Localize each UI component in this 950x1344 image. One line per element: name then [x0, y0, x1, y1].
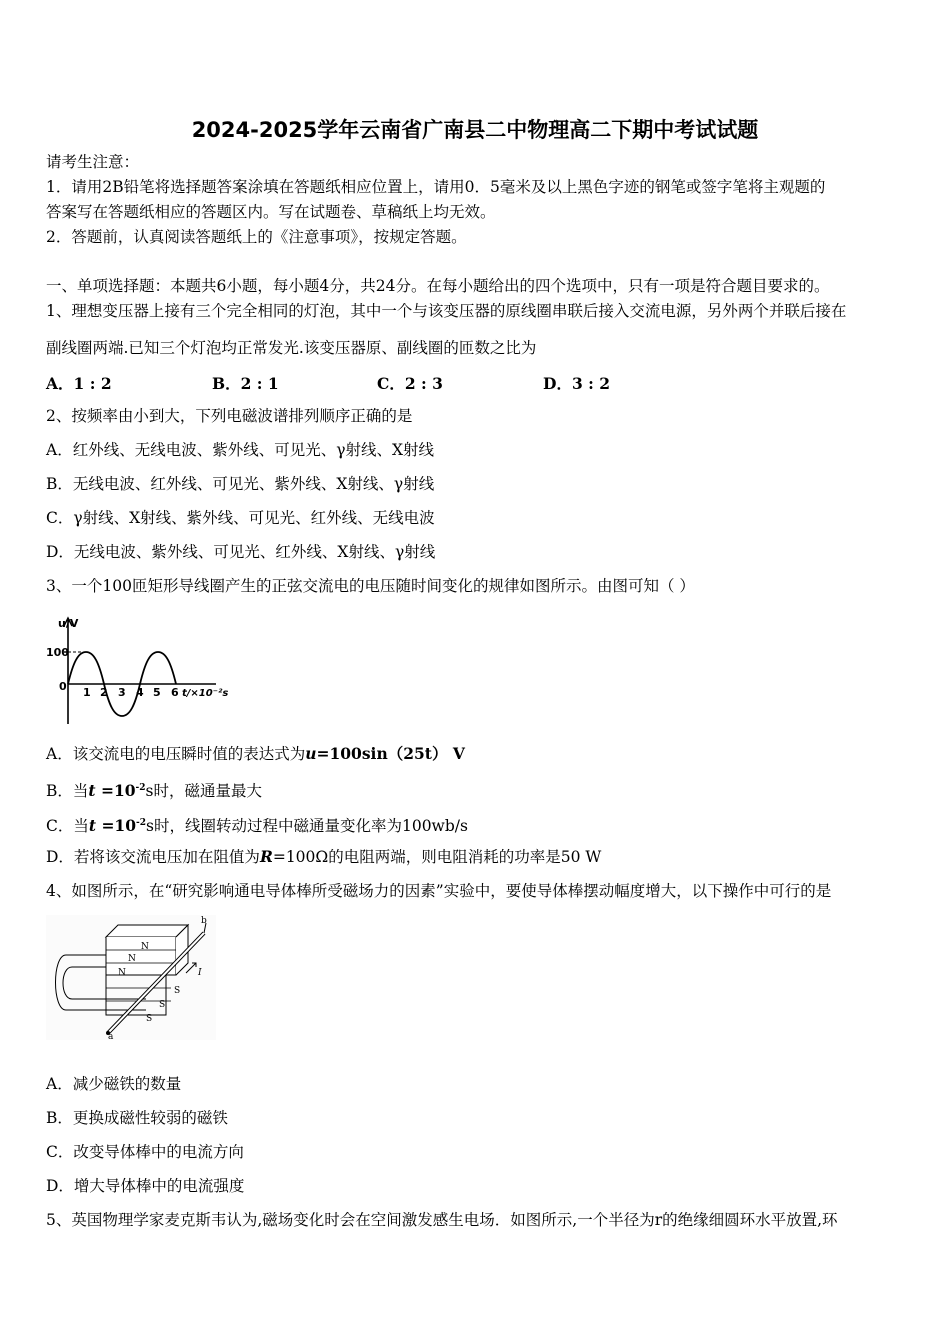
graph-y-label: u/V: [58, 617, 79, 630]
fig-label-n-1: N: [141, 942, 149, 952]
q4-magnet-figure: [46, 915, 216, 1040]
graph-tick-6: 6: [171, 686, 179, 699]
graph-tick-2: 2: [100, 686, 108, 699]
q4-option-c: C．改变导体棒中的电流方向: [46, 1143, 244, 1161]
notice-item-2: 2．答题前，认真阅读答题纸上的《注意事项》，按规定答题。: [46, 228, 467, 246]
q1-option-c: C．2 : 3: [377, 374, 443, 393]
q3-option-b: B．当$t =10^{-2}s$时，磁通量最大: [46, 781, 262, 800]
q2-option-b: B．无线电波、红外线、可见光、紫外线、X射线、γ射线: [46, 475, 435, 493]
fig-label-s-1: S: [174, 986, 181, 996]
q1-option-d: D．3 : 2: [543, 374, 611, 393]
q1-stem-line-2: 副线圈两端.已知三个灯泡均正常发光.该变压器原、副线圈的匝数之比为: [46, 339, 537, 357]
page-title: 2024-2025学年云南省广南县二中物理高二下期中考试试题: [191, 118, 759, 142]
fig-label-s-3: S: [146, 1014, 153, 1024]
q2-stem: 2、按频率由小到大，下列电磁波谱排列顺序正确的是: [46, 407, 413, 425]
q5-stem-line-1: 5、英国物理学家麦克斯韦认为,磁场变化时会在空间激发感生电场．如图所示,一个半径为r的绝缘细圆环水平放置,环: [46, 1211, 838, 1229]
graph-tick-3: 3: [118, 686, 126, 699]
q2-option-c: C．γ射线、X射线、紫外线、可见光、红外线、无线电波: [46, 509, 435, 527]
graph-tick-5: 5: [153, 686, 161, 699]
q1-option-b: B．2 : 1: [212, 374, 279, 393]
q4-stem: 4、如图所示，在“研究影响通电导体棒所受磁场力的因素”实验中，要使导体棒摆动幅度增大，以下操作中可行的是: [46, 882, 832, 900]
q3-option-a: A．该交流电的电压瞬时值的表达式为u=100sin（25t） V: [46, 744, 465, 763]
fig-label-b: b: [201, 916, 207, 926]
q2-option-a: A．红外线、无线电波、紫外线、可见光、γ射线、X射线: [46, 441, 434, 459]
q1-option-a: A．1 : 2: [46, 374, 112, 393]
graph-origin: 0: [59, 680, 67, 693]
q2-option-d: D．无线电波、紫外线、可见光、红外线、X射线、γ射线: [46, 543, 436, 561]
notice-item-1-line-1: 1．请用2B铅笔将选择题答案涂填在答题纸相应位置上，请用0．5毫米及以上黑色字迹的钢笔或签字笔将主观题的: [46, 178, 826, 196]
q3-stem: 3、一个100匝矩形导线圈产生的正弦交流电的电压随时间变化的规律如图所示。由图可知（ ）: [46, 577, 695, 595]
q3-option-d: D．若将该交流电压加在阻值为R=100Ω的电阻两端，则电阻消耗的功率是50 W: [46, 847, 602, 866]
q1-stem-line-1: 1、理想变压器上接有三个完全相同的灯泡，其中一个与该变压器的原线圈串联后接入交流电源，另外两个并联后接在: [46, 302, 847, 320]
graph-tick-4: 4: [136, 686, 144, 699]
fig-label-s-2: S: [159, 1000, 166, 1010]
fig-label-a: a: [108, 1032, 114, 1040]
notice-item-1-line-2: 答案写在答题纸相应的答题区内。写在试题卷、草稿纸上均无效。: [46, 203, 496, 221]
q3-voltage-graph: [46, 614, 236, 729]
fig-label-current: I: [198, 968, 202, 978]
graph-tick-1: 1: [83, 686, 91, 699]
section-heading: 一、单项选择题：本题共6小题，每小题4分，共24分。在每小题给出的四个选项中，只有一项是符合题目要求的。: [46, 277, 830, 295]
q4-option-b: B．更换成磁性较弱的磁铁: [46, 1109, 228, 1127]
notice-heading: 请考生注意：: [46, 153, 140, 171]
q4-option-d: D．增大导体棒中的电流强度: [46, 1177, 245, 1195]
graph-x-label: t/×10⁻²s: [182, 688, 229, 699]
q3-option-c: C．当$t =10^{-2}s$时，线圈转动过程中磁通量变化率为100wb/s: [46, 816, 468, 835]
graph-y-mark: 100: [46, 646, 69, 659]
fig-label-n-3: N: [118, 968, 126, 978]
fig-label-n-2: N: [128, 954, 136, 964]
q4-option-a: A．减少磁铁的数量: [46, 1075, 182, 1093]
